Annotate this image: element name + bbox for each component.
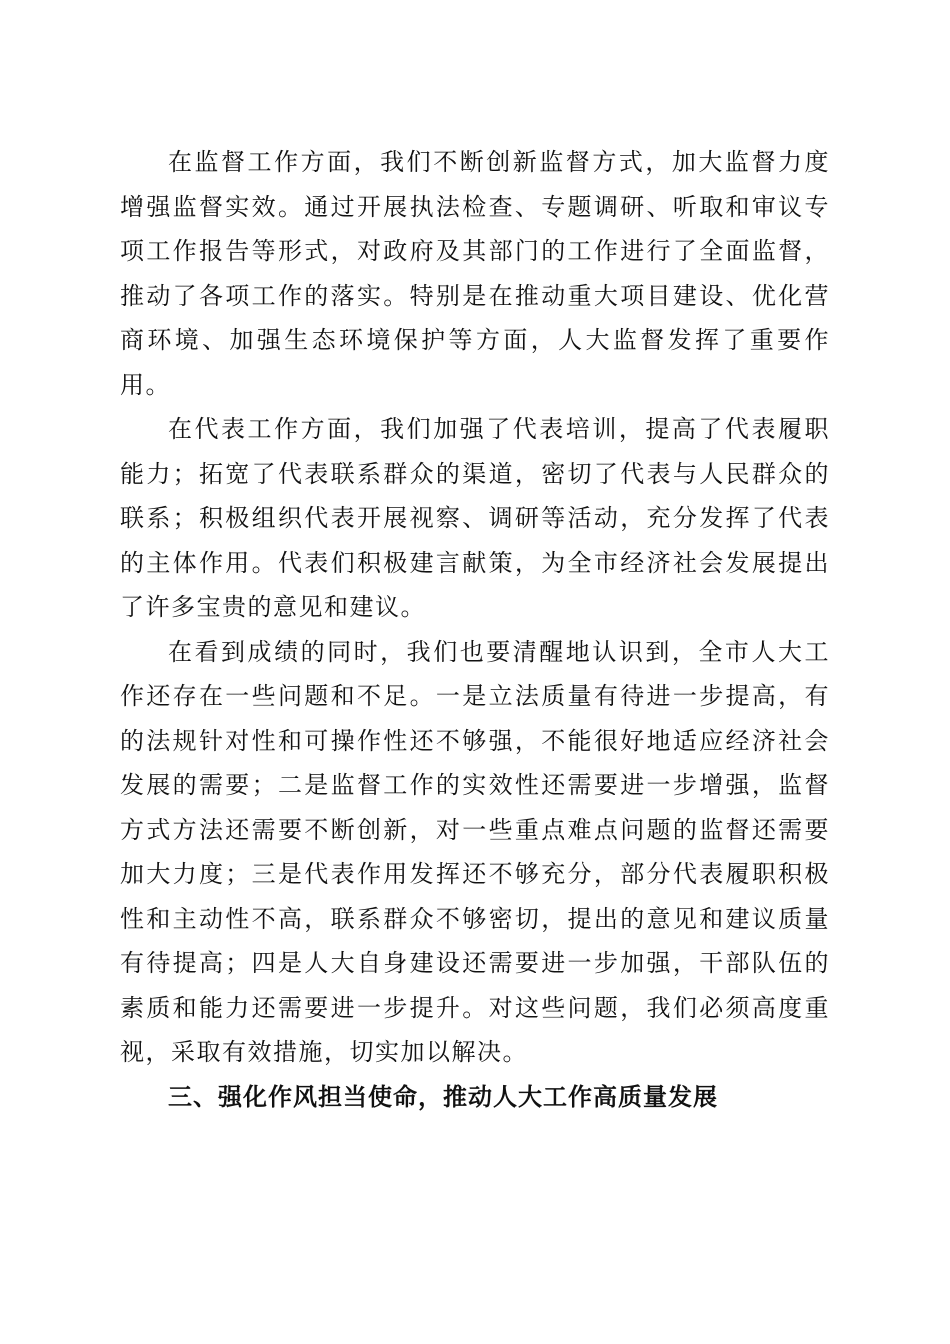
paragraph-deputies: 在代表工作方面，我们加强了代表培训，提高了代表履职能力；拓宽了代表联系群众的渠道，密切了代表与人民群众的联系；积极组织代表开展视察、调研等活动，充分发挥了代表的主体作用。代表们积极建言献策，为全市经济社会发展提出了许多宝贵的意见和建议。: [120, 415, 830, 621]
paragraph-supervision: 在监督工作方面，我们不断创新监督方式，加大监督力度增强监督实效。通过开展执法检查、专题调研、听取和审议专项工作报告等形式，对政府及其部门的工作进行了全面监督，推动了各项工作的落实。特别是在推动重大项目建设、优化营商环境、加强生态环境保护等方面，人大监督发挥了重要作用。: [120, 148, 830, 399]
paragraph-problems: 在看到成绩的同时，我们也要清醒地认识到，全市人大工作还存在一些问题和不足。一是立法质量有待进一步提高，有的法规针对性和可操作性还不够强，不能很好地适应经济社会发展的需要；二是监督工作的实效性还需要进一步增强，监督方式方法还需要不断创新，对一些重点难点问题的监督还需要加大力度；三是代表作用发挥还不够充分，部分代表履职积极性和主动性不高，联系群众不够密切，提出的意见和建议质量有待提高；四是人大自身建设还需要进一步加强，干部队伍的素质和能力还需要进一步提升。对这些问题，我们必须高度重视，采取有效措施，切实加以解决。: [120, 637, 830, 1066]
section-heading: 三、强化作风担当使命，推动人大工作高质量发展: [168, 1082, 718, 1111]
document-body: [120, 140, 830, 1119]
